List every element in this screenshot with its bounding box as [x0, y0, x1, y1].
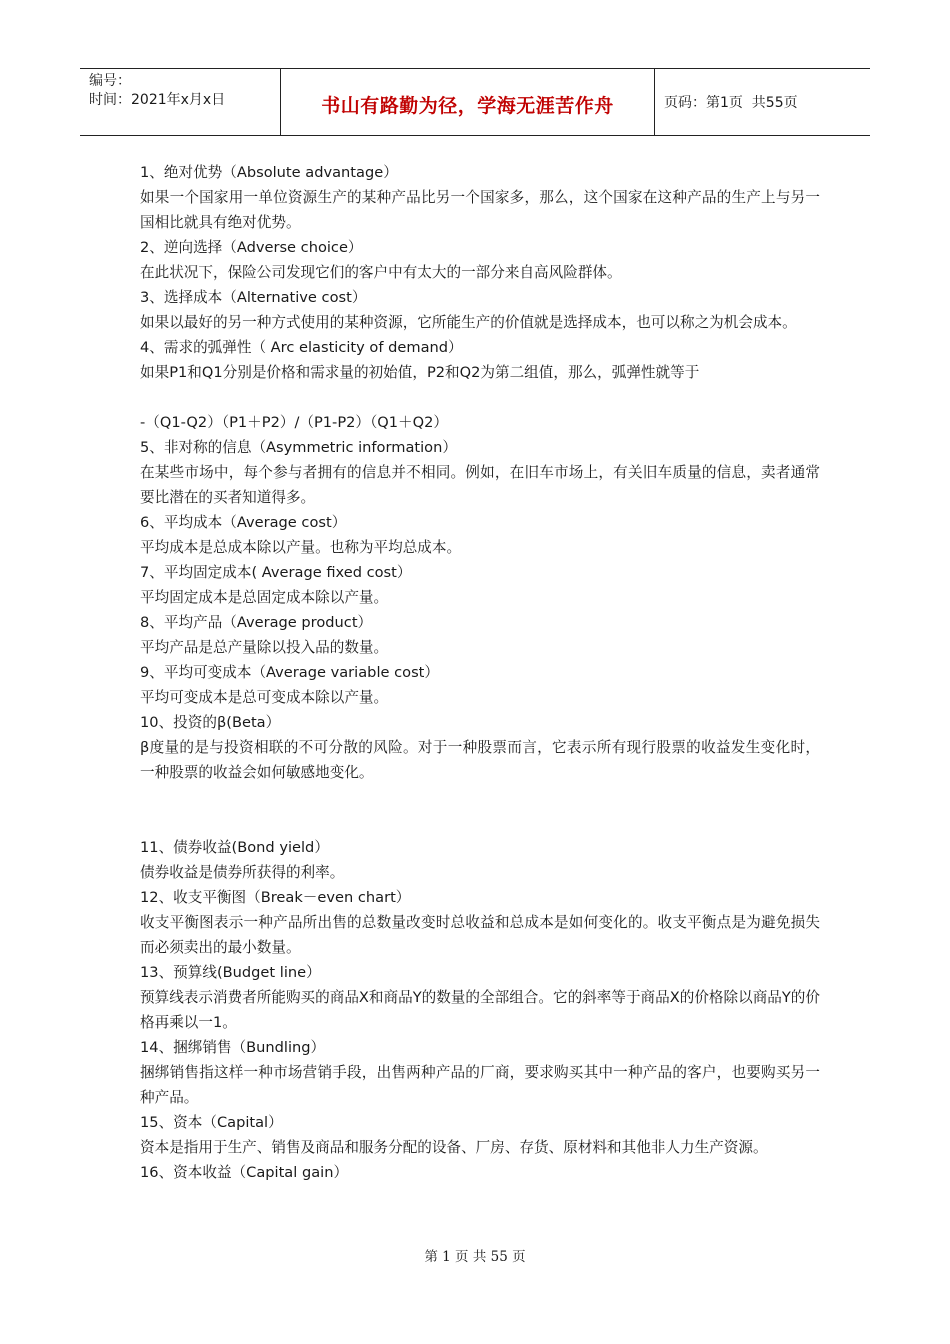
document-header — [80, 68, 870, 136]
blank-line — [140, 785, 820, 810]
number-label: 编号： — [89, 73, 131, 89]
blank-line — [140, 810, 820, 835]
term-heading: 3、选择成本（Alternative cost） — [140, 289, 367, 306]
term-heading: 1、绝对优势（Absolute advantage） — [140, 164, 398, 181]
term-heading: 12、收支平衡图（Break－even chart） — [140, 889, 411, 906]
header-meta-cell — [80, 69, 281, 135]
term-definition: 债券收益是债券所获得的利率。 — [140, 864, 345, 881]
term-definition: 在此状况下，保险公司发现它们的客户中有太大的一部分来自高风险群体。 — [140, 264, 622, 281]
term-heading: 15、资本（Capital） — [140, 1114, 283, 1131]
header-page-cell — [655, 69, 870, 135]
term-definition: 在某些市场中，每个参与者拥有的信息并不相同。例如，在旧车市场上，有关旧车质量的信息，卖者通常要比潜在的买者知道得多。 — [140, 464, 820, 506]
term-definition: 资本是指用于生产、销售及商品和服务分配的设备、厂房、存货、原材料和其他非人力生产资源。 — [140, 1139, 768, 1156]
term-heading: 6、平均成本（Average cost） — [140, 514, 347, 531]
term-heading: 16、资本收益（Capital gain） — [140, 1164, 349, 1181]
term-heading: 7、平均固定成本( Average fixed cost） — [140, 564, 412, 581]
term-heading: 9、平均可变成本（Average variable cost） — [140, 664, 439, 681]
page-label: 页码：第1页 共55页 — [664, 95, 798, 111]
formula: -（Q1-Q2）（P1＋P2）/（P1-P2）（Q1＋Q2） — [140, 414, 449, 431]
term-definition: 平均固定成本是总固定成本除以产量。 — [140, 589, 389, 606]
term-heading: 13、预算线(Budget line） — [140, 964, 321, 981]
term-heading: 2、逆向选择（Adverse choice） — [140, 239, 363, 256]
document-body — [140, 160, 820, 1185]
term-definition: β度量的是与投资相联的不可分散的风险。对于一种股票而言，它表示所有现行股票的收益发生变化时，一种股票的收益会如何敏感地变化。 — [140, 739, 820, 781]
term-definition: 平均可变成本是总可变成本除以产量。 — [140, 689, 389, 706]
term-definition: 捆绑销售指这样一种市场营销手段，出售两种产品的厂商，要求购买其中一种产品的客户，也要购买另一种产品。 — [140, 1064, 820, 1106]
term-definition: 如果以最好的另一种方式使用的某种资源，它所能生产的价值就是选择成本，也可以称之为机会成本。 — [140, 314, 797, 331]
term-heading: 8、平均产品（Average product） — [140, 614, 373, 631]
term-heading: 10、投资的β(Beta） — [140, 714, 281, 731]
term-definition: 平均产品是总产量除以投入品的数量。 — [140, 639, 389, 656]
blank-line — [140, 385, 820, 410]
term-definition: 预算线表示消费者所能购买的商品X和商品Y的数量的全部组合。它的斜率等于商品X的价格除以商品Y的价格再乘以一1。 — [140, 989, 820, 1031]
term-definition: 如果一个国家用一单位资源生产的某种产品比另一个国家多，那么，这个国家在这种产品的生产上与另一国相比就具有绝对优势。 — [140, 189, 820, 231]
term-definition: 收支平衡图表示一种产品所出售的总数量改变时总收益和总成本是如何变化的。收支平衡点是为避免损失而必须卖出的最小数量。 — [140, 914, 820, 956]
page-footer: 第 1 页 共 55 页 — [424, 1249, 526, 1265]
date-label: 时间：2021年x月x日 — [89, 92, 226, 108]
term-definition: 平均成本是总成本除以产量。也称为平均总成本。 — [140, 539, 462, 556]
motto: 书山有路勤为径，学海无涯苦作舟 — [321, 94, 614, 117]
term-heading: 4、需求的弧弹性（ Arc elasticity of demand） — [140, 339, 463, 356]
term-heading: 14、捆绑销售（Bundling） — [140, 1039, 326, 1056]
header-motto-cell — [281, 69, 655, 135]
term-heading: 5、非对称的信息（Asymmetric information） — [140, 439, 457, 456]
term-heading: 11、债券收益(Bond yield） — [140, 839, 329, 856]
term-definition: 如果P1和Q1分别是价格和需求量的初始值，P2和Q2为第二组值，那么，弧弹性就等于 — [140, 364, 700, 381]
